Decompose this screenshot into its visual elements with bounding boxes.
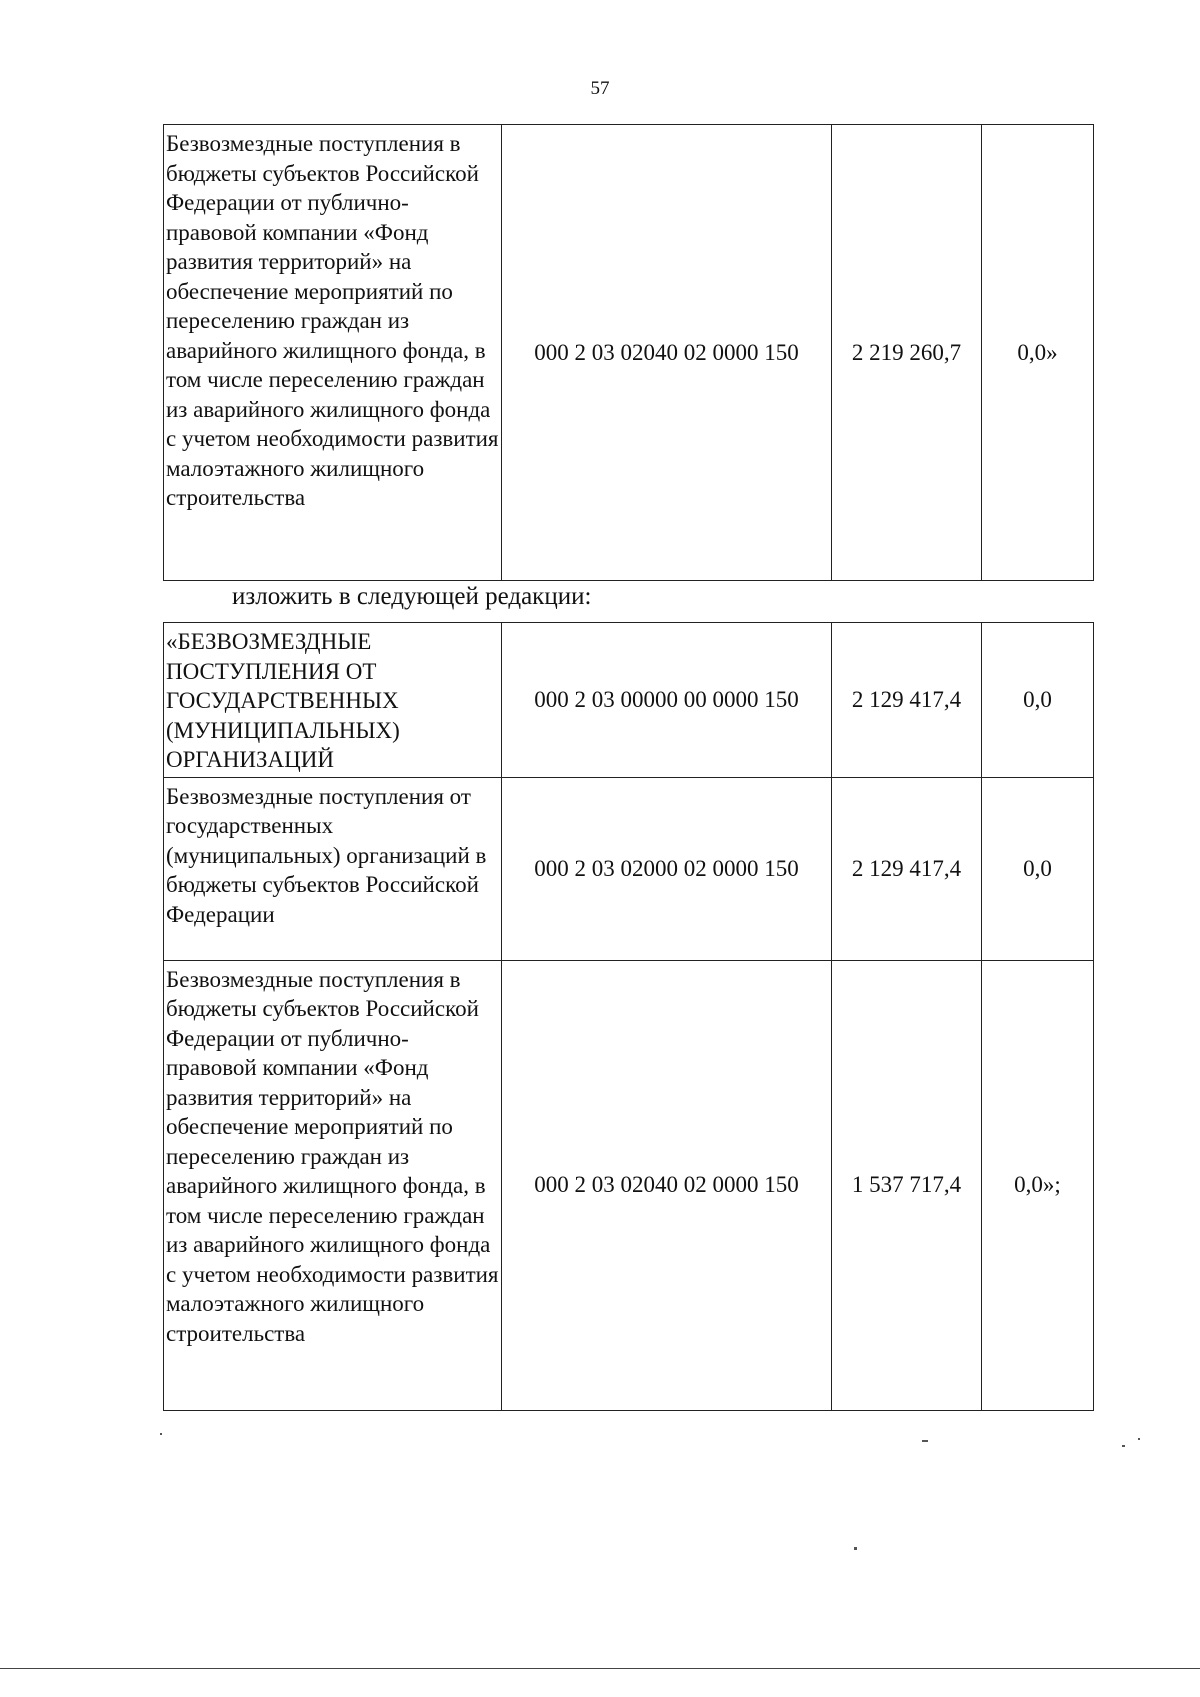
scan-speck — [922, 1440, 928, 1442]
scan-speck — [854, 1547, 857, 1550]
scan-speck — [160, 1433, 162, 1435]
budget-table-new — [163, 622, 1094, 1411]
row-value-1: 2 129 417,4 — [832, 777, 982, 960]
table-row — [164, 960, 1094, 1410]
row-value-1: 1 537 717,4 — [832, 960, 982, 1410]
scan-edge-line — [0, 1668, 1200, 1669]
table-row — [164, 777, 1094, 960]
row-value-2: 0,0»; — [982, 960, 1094, 1410]
row-value-2: 0,0 — [982, 623, 1094, 778]
row-name: «БЕЗВОЗМЕЗДНЫЕ ПОСТУПЛЕНИЯ ОТ ГОСУДАРСТВЕННЫХ (МУНИЦИПАЛЬНЫХ) ОРГАНИЗАЦИЙ — [164, 623, 502, 778]
budget-table-old — [163, 124, 1094, 581]
connector-text: изложить в следующей редакции: — [232, 583, 592, 610]
row-value-2: 0,0 — [982, 777, 1094, 960]
table-row — [164, 125, 1094, 581]
row-code: 000 2 03 02040 02 0000 150 — [502, 125, 832, 581]
row-name: Безвозмездные поступления в бюджеты субъектов Российской Федерации от публично-правовой компании «Фонд развития территорий» на обеспечение мероприятий по переселению граждан из аварийного жилищного фонда, в том числе переселению граждан из аварийного жилищного фонда с учетом необходимости развития малоэтажного жилищного строительства — [164, 960, 502, 1410]
row-code: 000 2 03 02000 02 0000 150 — [502, 777, 832, 960]
row-value-1: 2 129 417,4 — [832, 623, 982, 778]
row-value-2: 0,0» — [982, 125, 1094, 581]
scan-speck — [1138, 1438, 1140, 1440]
row-name: Безвозмездные поступления от государственных (муниципальных) организаций в бюджеты субъектов Российской Федерации — [164, 777, 502, 960]
page-number: 57 — [590, 78, 610, 99]
row-code: 000 2 03 02040 02 0000 150 — [502, 960, 832, 1410]
row-name: Безвозмездные поступления в бюджеты субъектов Российской Федерации от публично-правовой компании «Фонд развития территорий» на обеспечение мероприятий по переселению граждан из аварийного жилищного фонда, в том числе переселению граждан из аварийного жилищного фонда с учетом необходимости развития малоэтажного жилищного строительства — [164, 125, 502, 581]
row-code: 000 2 03 00000 00 0000 150 — [502, 623, 832, 778]
scan-speck — [1122, 1445, 1125, 1447]
table-row — [164, 623, 1094, 778]
row-value-1: 2 219 260,7 — [832, 125, 982, 581]
